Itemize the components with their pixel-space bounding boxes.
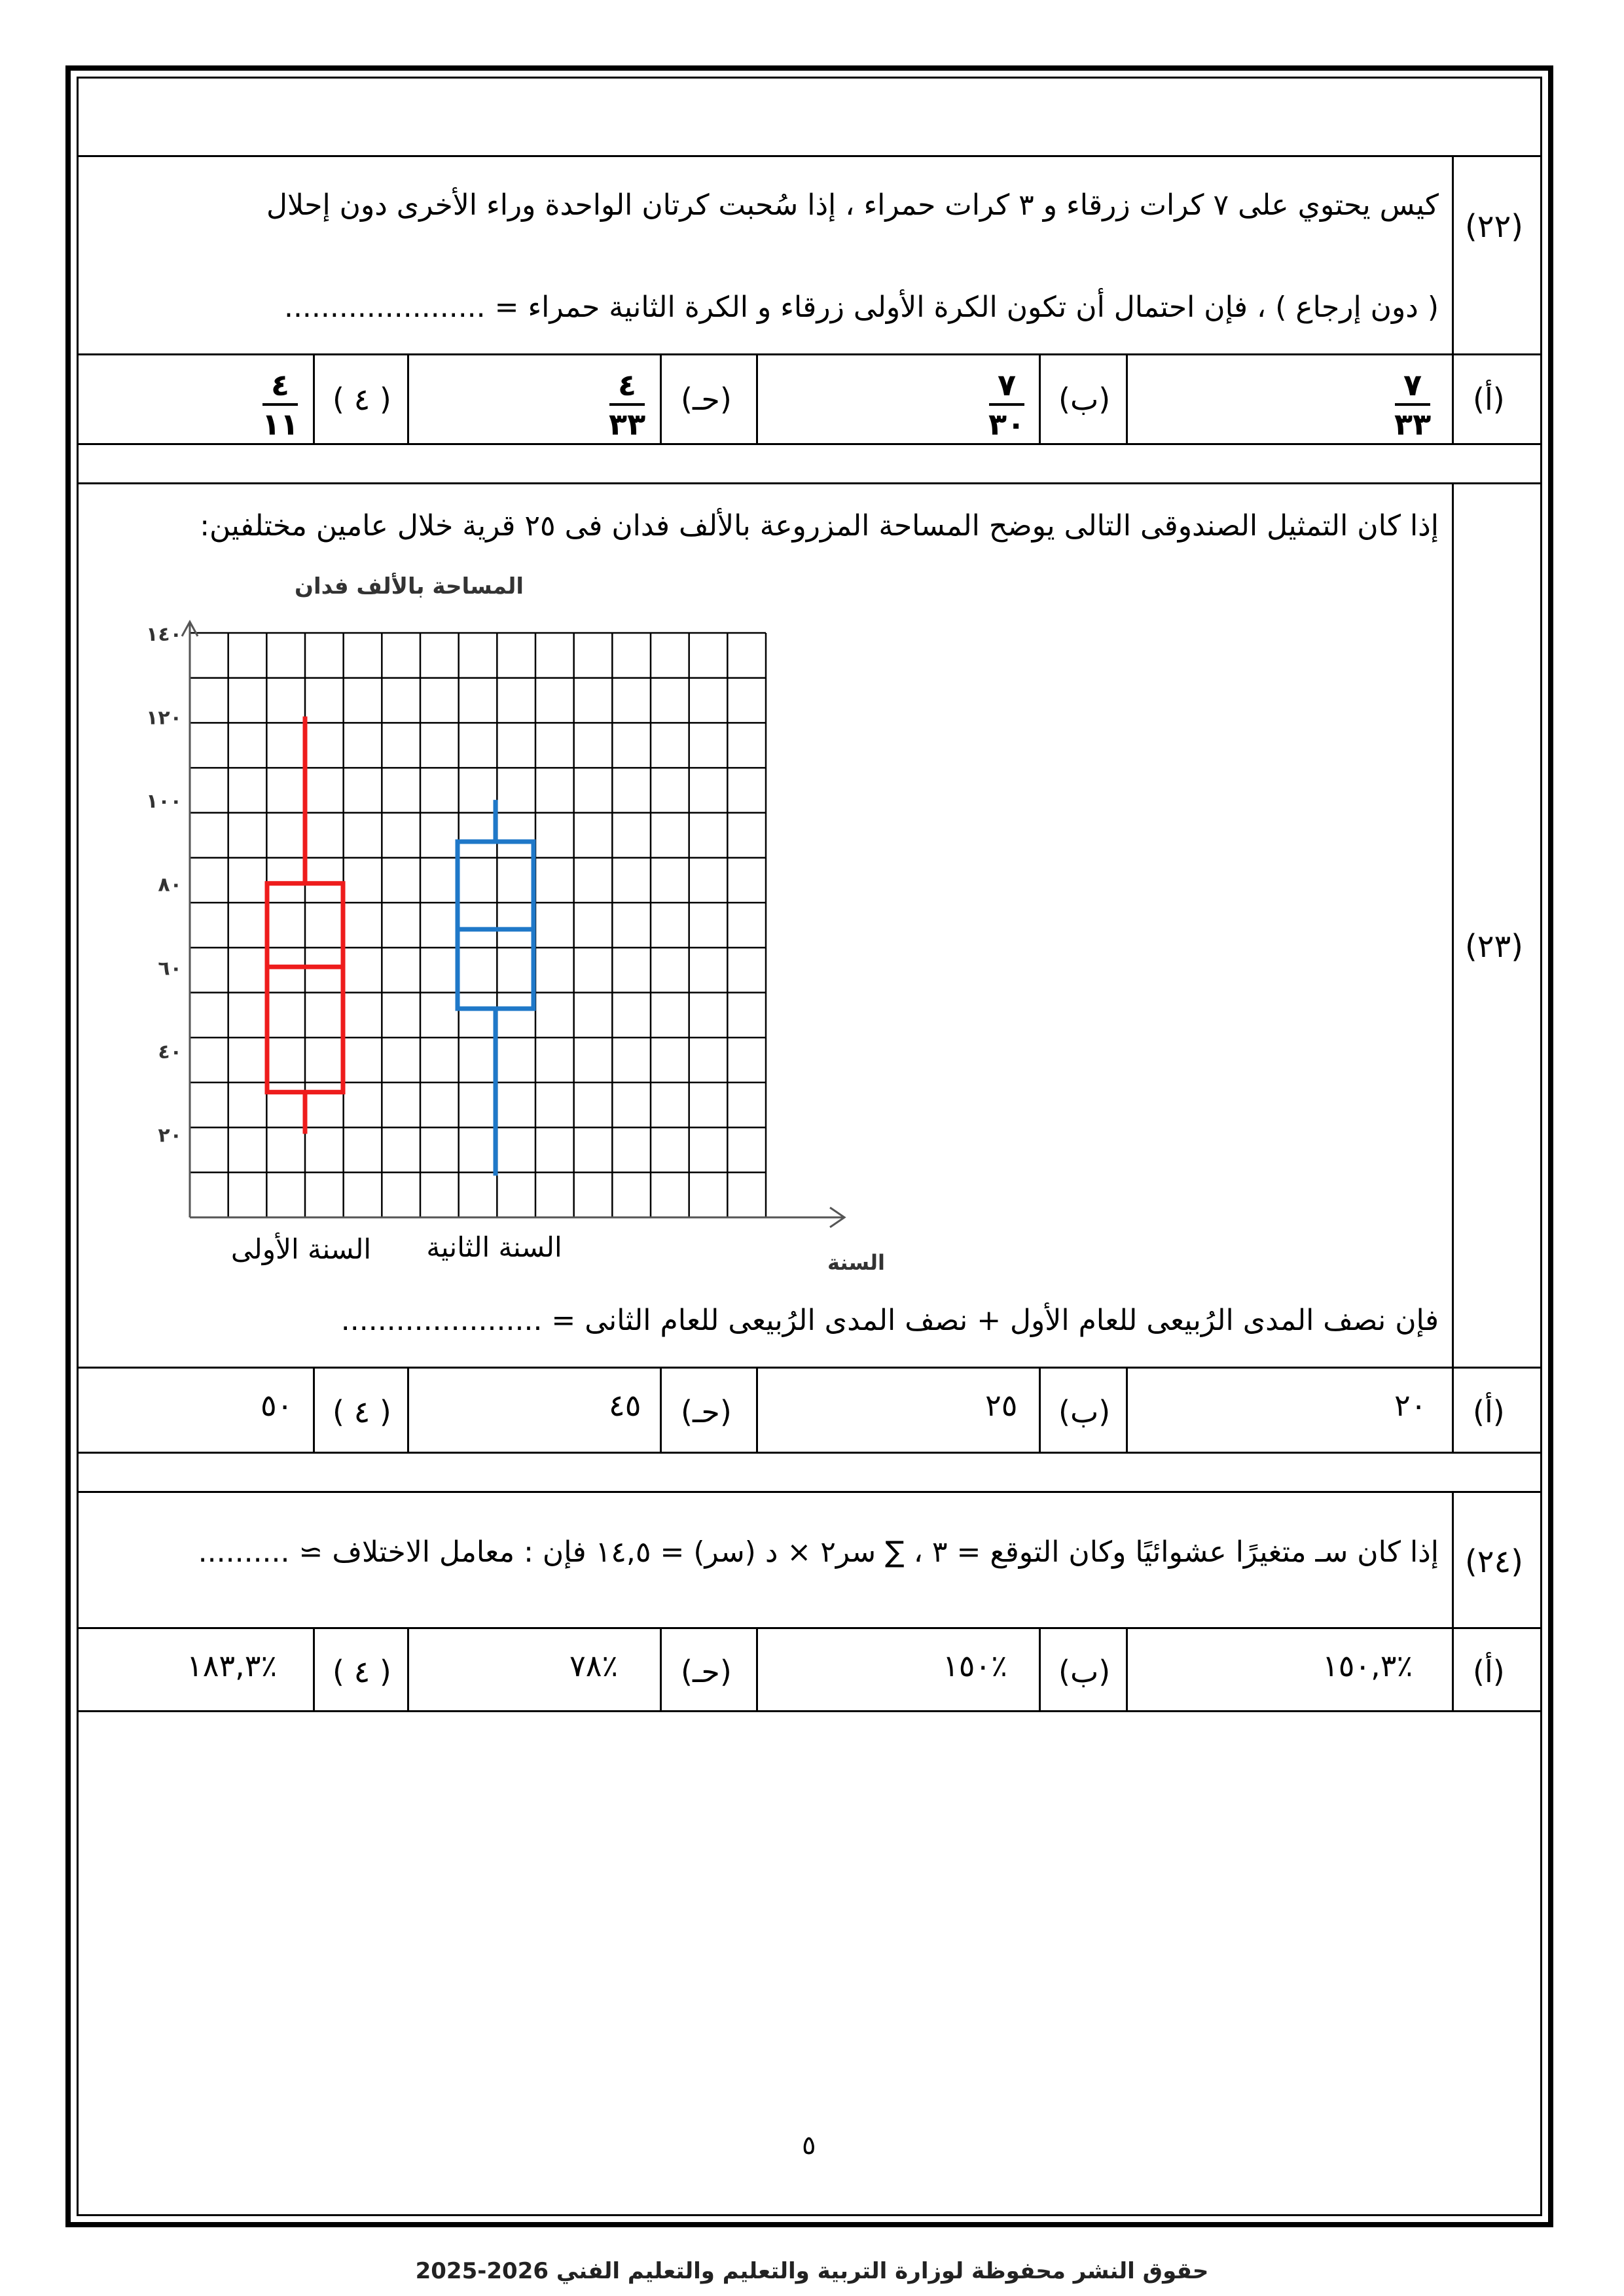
category-label-year1: السنة الأولى (230, 1233, 372, 1265)
option-label-a: (أ) (1473, 1394, 1505, 1429)
y-tick-label: ١٤٠ (146, 623, 182, 646)
page-number: ٥ (802, 2130, 816, 2161)
fraction-bar (262, 403, 298, 406)
question-text: إذا كان سـ متغيرًا عشوائيًا وكان التوقع = ٣ ، ∑ سر٢ × د (سر) = ١٤,٥ فإن : معامل الاختلاف ≃ .......... (198, 1535, 1439, 1569)
numerator: ٤ (618, 367, 637, 403)
row-line (77, 1627, 1542, 1629)
question-text: كيس يحتوي على ٧ كرات زرقاء و ٣ كرات حمراء ، إذا سُحبت كرتان الواحدة وراء الأخرى دون إحلال (266, 188, 1439, 222)
question-text: إذا كان التمثيل الصندوقى التالى يوضح المساحة المزروعة بالألف فدان فى ٢٥ قرية خلال عامين مختلفين: (200, 509, 1439, 543)
option-label-b: (ب) (1058, 382, 1111, 417)
question-text: فإن نصف المدى الرُبيعى للعام الأول + نصف المدى الرُبيعى للعام الثانى = ...................... (340, 1304, 1439, 1337)
box-plots (267, 717, 533, 1176)
row-line (77, 482, 1542, 484)
y-tick-label: ٤٠ (158, 1040, 182, 1064)
col-line (1039, 353, 1041, 443)
denominator: ٣٣ (1394, 406, 1432, 442)
question-number: (٢٣) (1465, 928, 1524, 965)
y-tick-label: ٦٠ (158, 957, 182, 980)
copyright-footer: حقوق النشر محفوظة لوزارة التربية والتعليم والتعليم الفني 2026-2025 (415, 2258, 1209, 2284)
option-label-c: (حـ) (681, 382, 732, 417)
col-line (756, 1367, 758, 1452)
row-line (77, 1367, 1542, 1369)
chart-grid (190, 633, 766, 1217)
row-line (77, 1710, 1542, 1712)
option-value-b[interactable]: ٪١٥٠ (943, 1648, 1007, 1683)
option-label-b: (ب) (1058, 1654, 1111, 1689)
row-line (77, 1491, 1542, 1493)
col-line (1126, 1627, 1128, 1710)
col-line (756, 1627, 758, 1710)
option-label-d: ( ٤ ) (333, 1394, 391, 1429)
col-line (756, 353, 758, 443)
box (458, 842, 533, 1009)
col-line (1126, 1367, 1128, 1452)
y-tick-label: ١٠٠ (146, 790, 182, 814)
option-value-a[interactable] (1394, 369, 1431, 440)
fraction-bar (609, 403, 645, 406)
numerator: ٧ (1403, 367, 1422, 403)
numerator: ٧ (998, 367, 1017, 403)
col-line (1452, 482, 1454, 1452)
option-label-a: (أ) (1473, 382, 1505, 417)
col-line (313, 1367, 315, 1452)
option-value-d[interactable]: ٪١٨٣,٣ (187, 1648, 278, 1683)
col-line (313, 353, 315, 443)
row-line (77, 353, 1542, 355)
denominator: ١١ (262, 406, 299, 442)
option-value-b[interactable]: ٢٥ (985, 1388, 1018, 1423)
row-line (77, 1452, 1542, 1454)
y-tick-labels (146, 623, 182, 1147)
option-label-c: (حـ) (681, 1394, 732, 1429)
option-label-d: ( ٤ ) (333, 382, 391, 417)
category-label-year2: السنة الثانية (426, 1231, 562, 1263)
option-label-a: (أ) (1473, 1654, 1505, 1689)
option-value-d[interactable]: ٥٠ (261, 1388, 293, 1423)
col-line (407, 1627, 409, 1710)
denominator: ٣٠ (988, 406, 1026, 442)
option-value-b[interactable] (988, 369, 1025, 440)
option-label-c: (حـ) (681, 1654, 732, 1689)
y-tick-label: ٨٠ (158, 873, 182, 897)
col-line (660, 1627, 662, 1710)
row-line (77, 443, 1542, 445)
option-value-c[interactable]: ٤٥ (609, 1388, 641, 1423)
option-value-d[interactable] (262, 369, 298, 440)
col-line (660, 1367, 662, 1452)
question-text: ( دون إرجاع ) ، فإن احتمال أن تكون الكرة الأولى زرقاء و الكرة الثانية حمراء = ...................... (283, 291, 1439, 324)
question-number: (٢٤) (1465, 1543, 1524, 1580)
y-tick-label: ٢٠ (158, 1124, 182, 1147)
col-line (313, 1627, 315, 1710)
option-value-c[interactable]: ٪٧٨ (569, 1648, 619, 1683)
question-number: (٢٢) (1465, 208, 1524, 245)
option-value-a[interactable]: ٪١٥٠,٣ (1322, 1648, 1413, 1683)
fraction-bar (989, 403, 1024, 406)
col-line (660, 353, 662, 443)
option-value-a[interactable]: ٢٠ (1394, 1388, 1427, 1423)
option-value-c[interactable] (609, 369, 645, 440)
chart-axes (182, 622, 844, 1227)
col-line (1126, 353, 1128, 443)
option-label-b: (ب) (1058, 1394, 1111, 1429)
x-axis-label: السنة (827, 1250, 886, 1275)
y-axis-label: المساحة بالألف فدان (295, 573, 524, 600)
box-plot-chart (85, 563, 897, 1296)
y-tick-label: ١٢٠ (146, 706, 182, 730)
col-line (1039, 1367, 1041, 1452)
numerator: ٤ (271, 367, 290, 403)
col-line (407, 353, 409, 443)
col-line (1452, 1491, 1454, 1710)
col-line (1039, 1627, 1041, 1710)
option-label-d: ( ٤ ) (333, 1654, 391, 1689)
box-plot-2 (458, 800, 533, 1175)
row-line (77, 155, 1542, 157)
denominator: ٣٣ (609, 406, 646, 442)
col-line (1452, 155, 1454, 443)
col-line (407, 1367, 409, 1452)
fraction-bar (1395, 403, 1430, 406)
